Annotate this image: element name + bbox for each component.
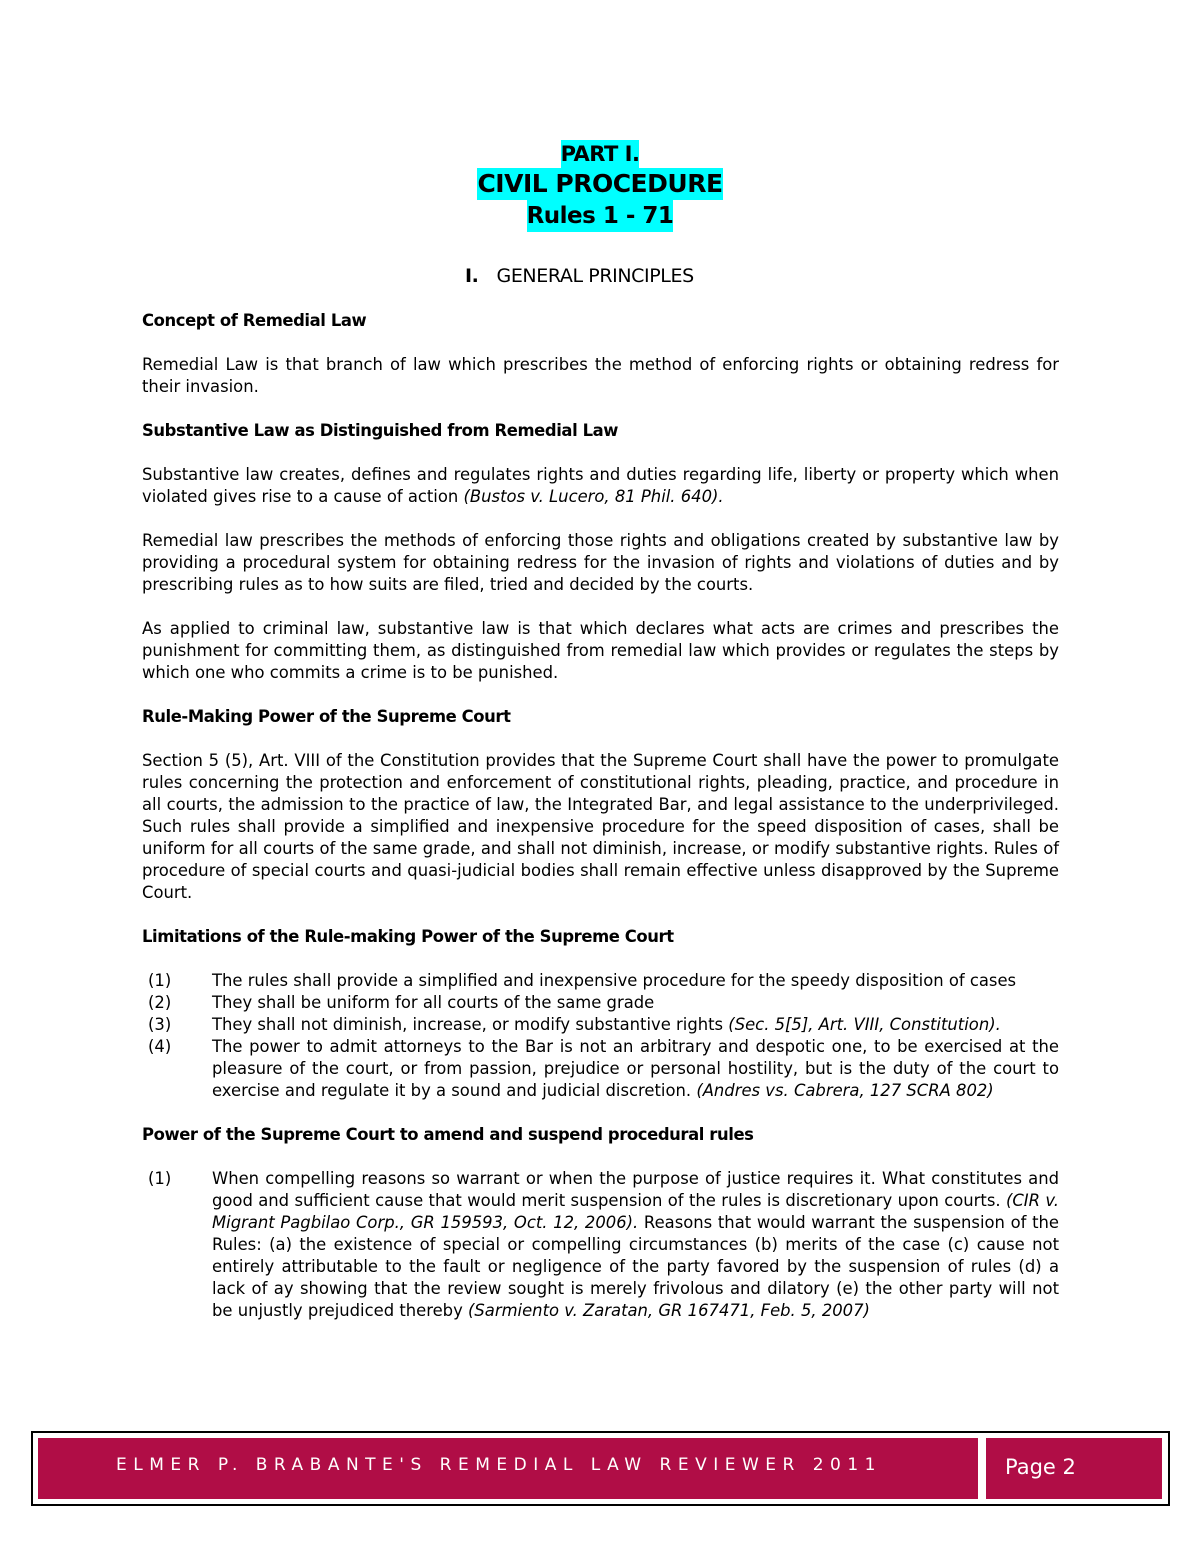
list-marker: (1) <box>148 971 172 990</box>
citation: (CIR v. Migrant Pagbilao Corp., GR 159593, Oct. 12, 2006). <box>212 1191 1059 1232</box>
list-item-text: When compelling reasons so warrant or when the purpose of justice requires it. What constitutes and good and sufficient cause that would merit suspension of the rules is discretionary upon courts. <box>212 1169 1059 1210</box>
list-marker: (2) <box>148 993 172 1012</box>
heading-limitations: Limitations of the Rule-making Power of the Supreme Court <box>142 927 674 946</box>
heading-amend-suspend-rules: Power of the Supreme Court to amend and suspend procedural rules <box>142 1125 754 1144</box>
document-body <box>142 310 1059 1344</box>
list-item-text: They shall not diminish, increase, or modify substantive rights <box>212 1015 729 1034</box>
citation: (Andres vs. Cabrera, 127 SCRA 802) <box>696 1081 994 1100</box>
heading-rule-making-power: Rule-Making Power of the Supreme Court <box>142 707 511 726</box>
footer-title-box <box>38 1438 978 1499</box>
page-number: Page 2 <box>1005 1455 1076 1479</box>
list-item-text: The rules shall provide a simplified and inexpensive procedure for the speedy disposition of cases <box>212 971 1017 990</box>
power-list <box>142 1168 1059 1322</box>
limitations-list <box>142 970 1059 1102</box>
part-title: CIVIL PROCEDURE <box>477 169 723 198</box>
list-item <box>142 1014 1059 1036</box>
page-footer <box>31 1431 1170 1506</box>
section-title-text: GENERAL PRINCIPLES <box>496 265 694 287</box>
paragraph-remedial: Remedial law prescribes the methods of enforcing those rights and obligations created by substantive law by providing a procedural system for obtaining redress for the invasion of rights and violations of duties and by prescribing rules as to how suits are filed, tried and decided by the courts. <box>142 531 1059 594</box>
heading-substantive-vs-remedial: Substantive Law as Distinguished from Remedial Law <box>142 421 619 440</box>
list-item <box>142 970 1059 992</box>
paragraph-substantive <box>142 464 1059 508</box>
section-number: I. <box>465 265 479 287</box>
citation: (Sarmiento v. Zaratan, GR 167471, Feb. 5, 2007) <box>468 1301 870 1320</box>
document-title <box>0 140 1200 232</box>
list-item <box>142 992 1059 1014</box>
citation: (Sec. 5[5], Art. VIII, Constitution). <box>728 1015 1001 1034</box>
list-marker: (4) <box>148 1037 172 1056</box>
section-heading <box>465 264 694 288</box>
footer-title: ELMER P. BRABANTE'S REMEDIAL LAW REVIEWER 2011 <box>116 1455 882 1475</box>
list-marker: (1) <box>148 1169 172 1188</box>
paragraph-criminal-law: As applied to criminal law, substantive law is that which declares what acts are crimes and prescribes the punishment for committing them, as distinguished from remedial law which provides or regulates the steps by which one who commits a crime is to be punished. <box>142 619 1059 682</box>
rules-range: Rules 1 - 71 <box>527 200 674 232</box>
footer-page-box <box>986 1438 1162 1499</box>
paragraph-concept: Remedial Law is that branch of law which prescribes the method of enforcing rights or obtaining redress for their invasion. <box>142 355 1059 396</box>
list-item-text: The power to admit attorneys to the Bar is not an arbitrary and despotic one, to be exercised at the pleasure of the court, or from passion, prejudice or personal hostility, but is the duty of the court to exercise and regulate it by a sound and judicial discretion. <box>212 1037 1059 1100</box>
list-item-text: Reasons that would warrant the suspension of the Rules: (a) the existence of special or compelling circumstances (b) merits of the case (c) cause not entirely attributable to the fault or negligence of the party favored by the suspension of rules (d) a lack of ay showing that the review sought is merely frivolous and dilatory (e) the other party will not be unjustly prejudiced thereby <box>212 1213 1059 1320</box>
paragraph-constitution: Section 5 (5), Art. VIII of the Constitution provides that the Supreme Court shall have the power to promulgate rules concerning the protection and enforcement of constitutional rights, pleading, practice, and procedure in all courts, the admission to the practice of law, the Integrated Bar, and legal assistance to the underprivileged. Such rules shall provide a simplified and inexpensive procedure for the speed disposition of cases, shall be uniform for all courts of the same grade, and shall not diminish, increase, or modify substantive rights. Rules of procedure of special courts and quasi-judicial bodies shall remain effective unless disapproved by the Supreme Court. <box>142 751 1059 902</box>
list-item-text: They shall be uniform for all courts of the same grade <box>212 993 655 1012</box>
citation: (Bustos v. Lucero, 81 Phil. 640). <box>463 487 724 506</box>
list-item <box>142 1168 1059 1322</box>
part-heading: PART I. <box>560 142 640 166</box>
list-item <box>142 1036 1059 1102</box>
list-marker: (3) <box>148 1015 172 1034</box>
paragraph-text: Substantive law creates, defines and regulates rights and duties regarding life, liberty or property which when violated gives rise to a cause of action <box>142 465 1059 506</box>
heading-concept-remedial-law: Concept of Remedial Law <box>142 311 367 330</box>
